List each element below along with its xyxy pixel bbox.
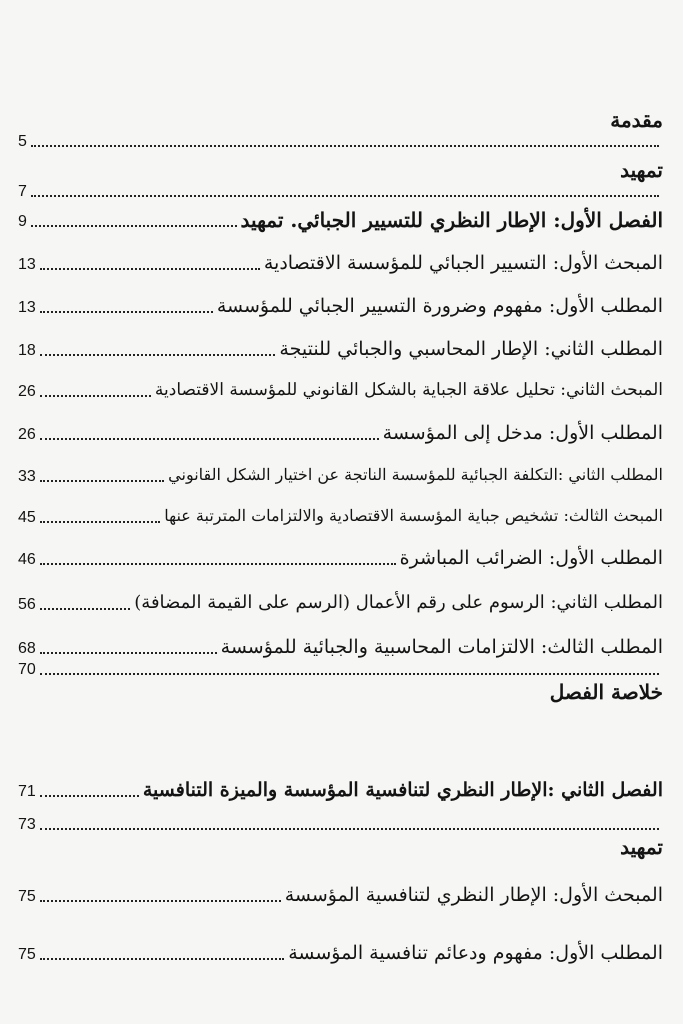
- dot-leader: [40, 268, 260, 270]
- dot-leader: [40, 438, 379, 440]
- toc-entry-page: 9: [18, 213, 27, 230]
- toc-entry-label: المطلب الثاني: الرسوم على رقم الأعمال (الرسم على القيمة المضافة): [134, 592, 663, 613]
- toc-entry-chapter-2[interactable]: [18, 770, 663, 802]
- dot-leader: [40, 673, 659, 675]
- toc-entry[interactable]: [18, 627, 663, 659]
- toc-entry-page: 13: [18, 256, 36, 273]
- dot-leader: [40, 563, 396, 565]
- toc-entry-page: 45: [18, 509, 36, 526]
- toc-entry-page: 18: [18, 342, 36, 359]
- toc-entry[interactable]: [18, 496, 663, 528]
- toc-entry-page: 68: [18, 640, 36, 657]
- toc-entry[interactable]: [18, 455, 663, 487]
- toc-entry[interactable]: [18, 583, 663, 615]
- toc-entry-label: المطلب الأول: مفهوم وضرورة التسيير الجبائي للمؤسسة: [216, 295, 663, 317]
- toc-entry-page: 7: [18, 183, 27, 200]
- dot-leader: [40, 958, 284, 960]
- toc-entry[interactable]: [18, 538, 663, 570]
- toc-entry-chapter-summary[interactable]: [18, 660, 663, 712]
- toc-entry-leader-line: [18, 660, 663, 680]
- toc-entry-page: 71: [18, 783, 36, 800]
- toc-entry[interactable]: [18, 933, 663, 965]
- toc-entry-page: 46: [18, 551, 36, 568]
- toc-entry-page: 75: [18, 888, 36, 905]
- dot-leader: [40, 608, 130, 610]
- dot-leader: [40, 311, 213, 313]
- toc-entry-label: المطلب الأول: مدخل إلى المؤسسة: [382, 422, 663, 444]
- toc-entry-label: المبحث الأول: التسيير الجبائي للمؤسسة الاقتصادية: [263, 252, 663, 274]
- dot-leader: [40, 354, 276, 356]
- toc-entry-page: 70: [18, 661, 36, 678]
- toc-entry[interactable]: [18, 243, 663, 275]
- toc-entry-label: تمهيد: [620, 835, 663, 859]
- dot-leader: [40, 395, 151, 397]
- toc-entry-page: 75: [18, 946, 36, 963]
- toc-entry[interactable]: [18, 875, 663, 907]
- dot-leader: [40, 480, 164, 482]
- dot-leader: [40, 652, 217, 654]
- toc-entry-label: المطلب الأول: الضرائب المباشرة: [399, 547, 663, 569]
- toc-entry-label: المطلب الأول: مفهوم ودعائم تنافسية المؤسسة: [288, 942, 663, 964]
- toc-entry-page: 5: [18, 133, 27, 150]
- toc-entry-label: المبحث الثالث: تشخيص جباية المؤسسة الاقتصادية والالتزامات المترتبة عنها: [164, 506, 663, 525]
- toc-entry-page: 73: [18, 816, 36, 833]
- toc-entry-page: 26: [18, 383, 36, 400]
- toc-entry-label: تمهيد: [620, 158, 663, 182]
- toc-entry-label: المبحث الثاني: تحليل علاقة الجباية بالشكل القانوني للمؤسسة الاقتصادية: [154, 380, 663, 400]
- toc-entry-page: 33: [18, 468, 36, 485]
- toc-entry-label: مقدمة: [610, 108, 663, 132]
- toc-entry-label: المطلب الثاني :التكلفة الجبائية للمؤسسة الناتجة عن اختيار الشكل القانوني: [168, 465, 663, 484]
- toc-entry-label: الفصل الثاني :الإطار النظري لتنافسية المؤسسة والميزة التنافسية: [142, 779, 663, 801]
- toc-entry-label: المبحث الأول: الإطار النظري لتنافسية المؤسسة: [284, 884, 663, 906]
- toc-entry-leader-line: [18, 132, 663, 152]
- dot-leader: [40, 521, 160, 523]
- toc-entry[interactable]: [18, 370, 663, 402]
- toc-entry-chapter-1[interactable]: [18, 200, 663, 232]
- dot-leader: [40, 828, 659, 830]
- toc-entry-page: 56: [18, 596, 36, 613]
- toc-entry[interactable]: [18, 286, 663, 318]
- toc-entry-label: خلاصة الفصل: [549, 680, 663, 704]
- toc-entry-leader-line: [18, 182, 663, 202]
- dot-leader: [31, 225, 237, 227]
- toc-entry[interactable]: [18, 413, 663, 445]
- toc-entry-page: 13: [18, 299, 36, 316]
- toc-entry-label: المطلب الثالث: الالتزامات المحاسبية والجبائية للمؤسسة: [220, 636, 663, 658]
- toc-entry-preface-2[interactable]: [18, 815, 663, 867]
- toc-entry-label: المطلب الثاني: الإطار المحاسبي والجبائي للنتيجة: [279, 338, 663, 360]
- toc-entry[interactable]: [18, 329, 663, 361]
- toc-entry-label: الفصل الأول: الإطار النظري للتسيير الجبائي. تمهيد: [240, 208, 663, 232]
- toc-entry-leader-line: [18, 815, 663, 835]
- toc-entry-introduction[interactable]: [18, 108, 663, 160]
- dot-leader: [31, 145, 659, 147]
- dot-leader: [40, 795, 139, 797]
- toc-entry-page: 26: [18, 426, 36, 443]
- dot-leader: [31, 195, 659, 197]
- dot-leader: [40, 900, 281, 902]
